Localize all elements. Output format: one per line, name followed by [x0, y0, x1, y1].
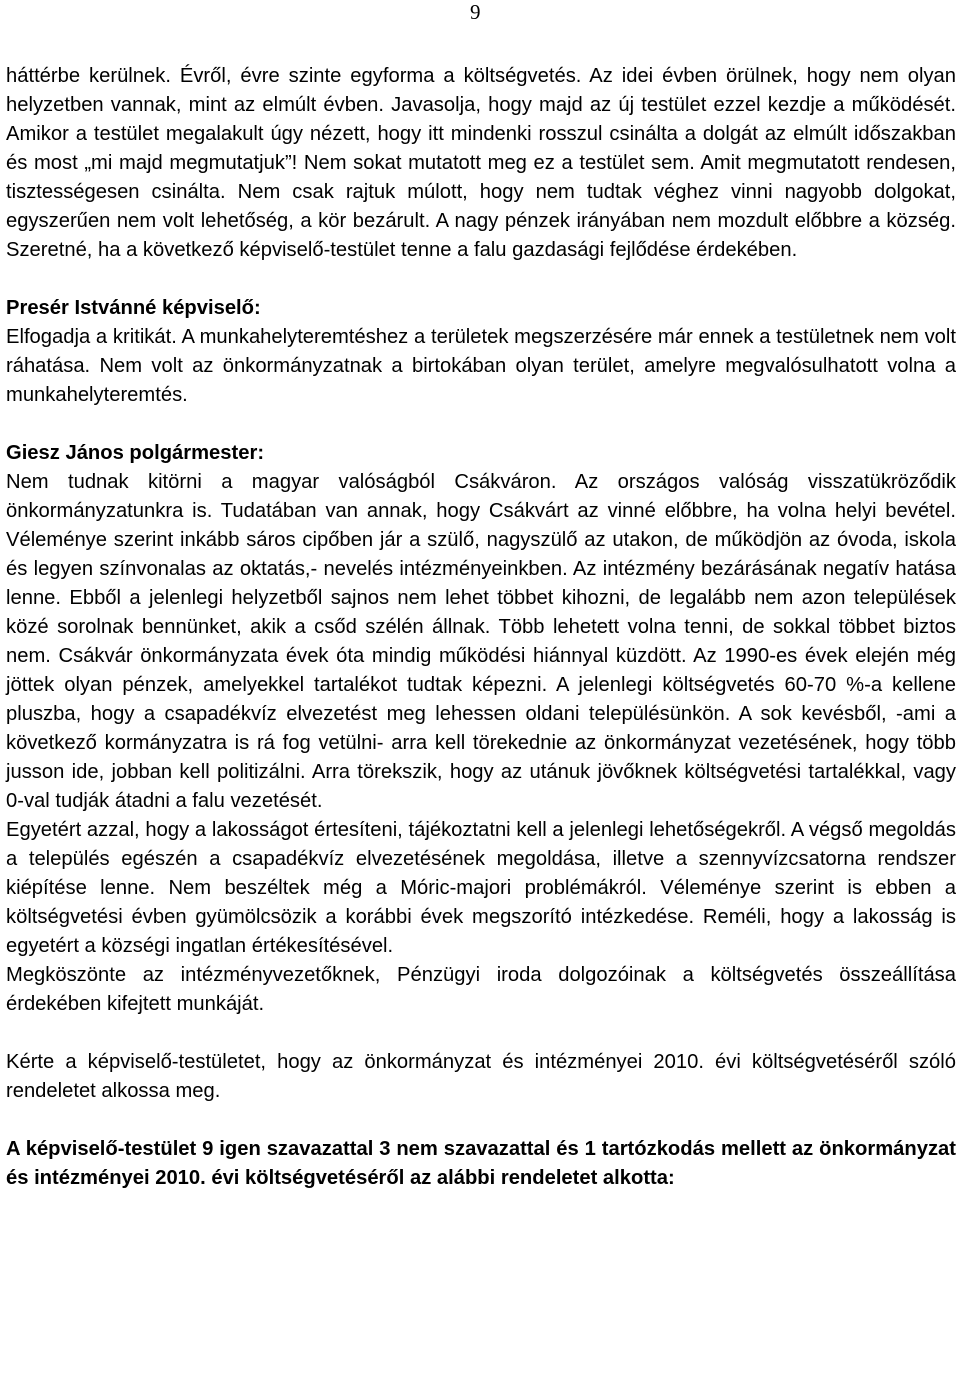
paragraph: Egyetért azzal, hogy a lakosságot értesíteni, tájékoztatni kell a jelenlegi lehetőségekről. A végső megoldás a település egészén a csapadékvíz elvezetésének megoldása, illetve a szennyvízcsatorna rendszer kiépítése lenne. Nem beszéltek még a Móric-majori problémákról. Véleménye szerint is ebben a költségvetési évben gyümölcsözik a korábbi évek megszorító intézkedése. Reméli, hogy a lakosság is egyetért a községi ingatlan értékesítésével.	[6, 819, 956, 957]
paragraph: háttérbe kerülnek. Évről, évre szinte egyforma a költségvetés. Az idei évben örülnek, hogy nem olyan helyzetben vannak, mint az elmúlt évben. Javasolja, hogy majd az új testület ezzel kezdje a működését. Amikor a testület megalakult úgy nézett, hogy itt mindenki rosszul csinálta a dolgát az elmúlt időszakban és most „mi majd megmutatjuk”! Nem sokat mutatott meg ez a testület sem. Amit megmutatott rendesen, tisztességesen csinálta. Nem csak rajtuk múlott, hogy nem tudtak véghez vinni nagyobb dolgokat, egyszerűen nem volt lehetőség, a kör bezárult. A nagy pénzek irányában nem mozdult előbbre a község. Szeretné, ha a következő képviselő-testület tenne a falu gazdasági fejlődése érdekében.	[6, 65, 956, 261]
page-number: 9	[470, 0, 481, 24]
resolution-text: A képviselő-testület 9 igen szavazattal 3 nem szavazattal és 1 tartózkodás mellett az önkormányzat és intézményei 2010. évi költségvetéséről az alábbi rendeletet alkotta:	[6, 1138, 956, 1189]
paragraph: Elfogadja a kritikát. A munkahelyteremtéshez a területek megszerzésére már ennek a testületnek nem volt ráhatása. Nem volt az önkormányzatnak a birtokában olyan terület, amelyre megvalósulhatott volna a munkahelyteremtés.	[6, 326, 956, 406]
paragraph: Megköszönte az intézményvezetőknek, Pénzügyi iroda dolgozóinak a költségvetés összeállítása érdekében kifejtett munkáját.	[6, 964, 956, 1015]
paragraph: Nem tudnak kitörni a magyar valóságból Csákváron. Az országos valóság visszatükröződik önkormányzatunkra is. Tudatában van annak, hogy Csákvárt az vinné előbbre, ha volna helyi bevétel. Véleménye szerint inkább sáros cipőben jár a szülő, nagyszülő az utakon, de működjön az óvoda, iskola és legyen színvonalas az oktatás,- nevelés intézményeinkben. Az intézmény bezárásának negatív hatása lenne. Ebből a jelenlegi helyzetből sajnos nem lehet többet kihozni, de legalább nem azon települések közé sorolnak bennünket, akik a csőd szélén állnak. Több lehetett volna tenni, de sokkal többet biztos nem. Csákvár önkormányzata évek óta mindig működési hiánnyal küzdött. Az 1990-es évek elején még jöttek olyan pénzek, amelyekkel tartalékot tudtak képezni. A jelenlegi költségvetés 60-70 %-a kellene pluszba, hogy a csapadékvíz elvezetést meg lehessen oldani településünkön. A sok kevésből, -ami a következő kormányzatra is rá fog vetülni- arra kell törekednie az önkormányzat vezetésének, hogy több jusson ide, jobban kell politizálni. Arra törekszik, hogy az utánuk jövőknek költségvetési tartalékkal, vagy 0-val tudják átadni a falu vezetését.	[6, 471, 956, 812]
speaker-heading: Giesz János polgármester:	[6, 442, 265, 464]
document-body	[6, 62, 956, 1193]
speaker-heading: Presér Istvánné képviselő:	[6, 297, 261, 319]
paragraph: Kérte a képviselő-testületet, hogy az önkormányzat és intézményei 2010. évi költségvetéséről szóló rendeletet alkossa meg.	[6, 1051, 956, 1102]
